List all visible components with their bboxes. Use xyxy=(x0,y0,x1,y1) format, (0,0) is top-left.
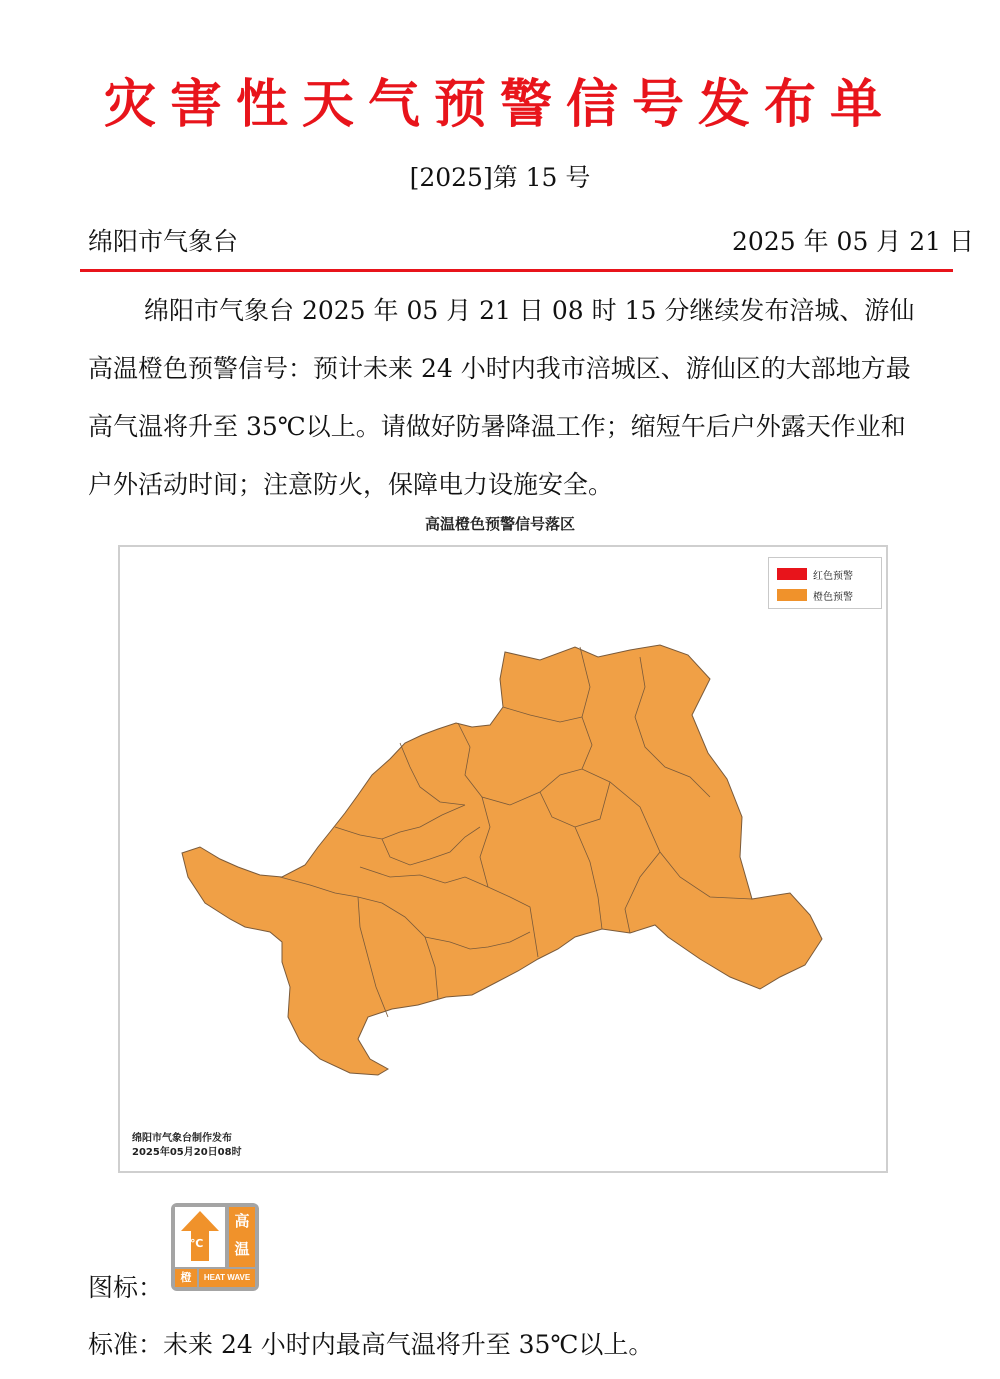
icon-level-text: 橙 xyxy=(175,1269,197,1287)
icon-side-char-1: 高 xyxy=(234,1212,250,1230)
legend-label-red: 红色预警 xyxy=(813,570,853,582)
warning-map xyxy=(118,545,888,1173)
map-svg xyxy=(120,547,886,1171)
mianyang-region-shape xyxy=(182,645,822,1075)
icon-english-text: HEAT WAVE xyxy=(199,1269,255,1287)
map-credit-time: 2025年05月20日08时 xyxy=(132,1147,242,1158)
map-title: 高温橙色预警信号落区 xyxy=(424,515,575,533)
document-number: [2025]第 15 号 xyxy=(409,163,591,192)
icon-label: 图标： xyxy=(88,1273,164,1302)
map-credit xyxy=(132,1132,242,1160)
icon-side-text xyxy=(229,1207,255,1267)
icon-thermo-panel xyxy=(175,1207,225,1267)
legend-item-orange xyxy=(777,588,853,602)
document-title: 灾害性天气预警信号发布单 xyxy=(103,74,896,135)
icon-side-char-2: 温 xyxy=(234,1240,250,1258)
header-divider xyxy=(80,269,953,272)
warning-standard: 标准：未来 24 小时内最高气温将升至 35℃以上。 xyxy=(88,1330,654,1359)
legend-label-orange: 橙色预警 xyxy=(813,591,853,603)
map-legend xyxy=(768,557,882,609)
issue-date: 2025 年 05 月 21 日 xyxy=(732,227,974,256)
legend-swatch-orange xyxy=(777,589,807,601)
issuer-name: 绵阳市气象台 xyxy=(88,227,239,256)
high-temperature-orange-icon xyxy=(171,1203,259,1291)
icon-unit: ℃ xyxy=(190,1237,204,1250)
legend-swatch-red xyxy=(777,568,807,580)
legend-item-red xyxy=(777,567,853,581)
warning-paragraph: 绵阳市气象台 2025 年 05 月 21 日 08 时 15 分继续发布涪城、游仙高温橙色预警信号：预计未来 24 小时内我市涪城区、游仙区的大部地方最高气温将升至 35℃以上。请做好防暑降温工作；缩短午后户外露天作业和户外活动时间；注意防火，保障电力设施安全。 xyxy=(88,296,915,499)
map-credit-issuer: 绵阳市气象台制作发布 xyxy=(132,1133,232,1144)
